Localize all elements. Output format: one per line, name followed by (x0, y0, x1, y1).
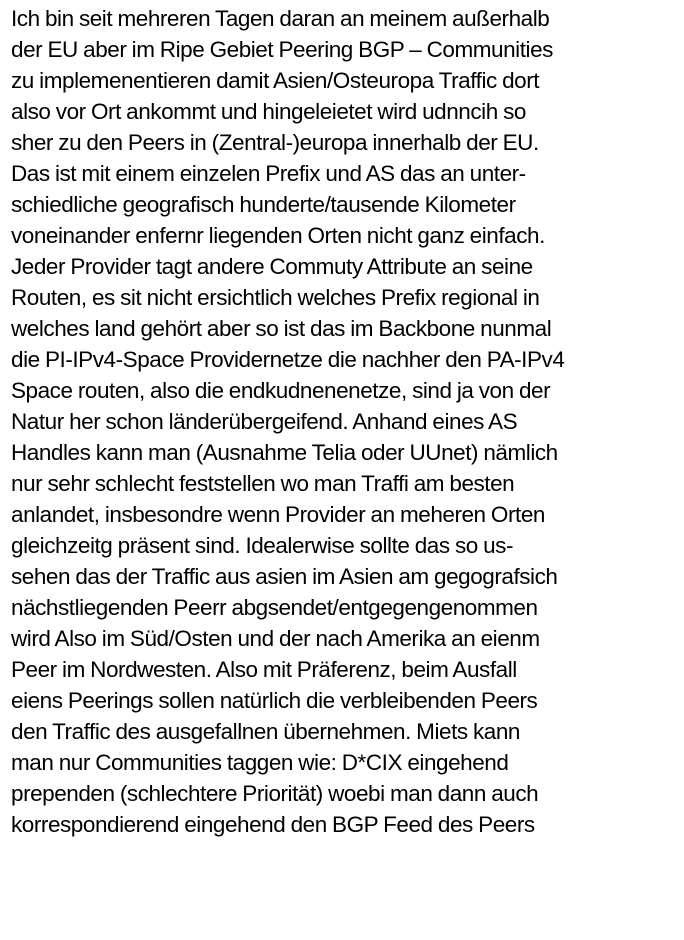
text-line-22: Peer im Nordwesten. Also mit Präferenz, beim Ausfall (11, 657, 517, 682)
text-line-9: Jeder Provider tagt andere Commuty Attribute an seine (11, 254, 533, 279)
text-line-27: korrespondierend eingehend den BGP Feed des Peers (11, 812, 535, 837)
text-line-7: schiedliche geografisch hunderte/tausende Kilometer (11, 192, 516, 217)
text-line-25: man nur Communities taggen wie: D*CIX eingehend (11, 750, 509, 775)
text-line-11: welches land gehört aber so ist das im Backbone nunmal (11, 316, 552, 341)
text-line-17: anlandet, insbesondre wenn Provider an meheren Orten (11, 502, 545, 527)
text-line-18: gleichzeitg präsent sind. Idealerwise sollte das so us- (11, 533, 514, 558)
text-line-6: Das ist mit einem einzelen Prefix und AS das an unter- (11, 161, 526, 186)
text-line-20: nächstliegenden Peerr abgsendet/entgegengenommen (11, 595, 538, 620)
text-line-5: sher zu den Peers in (Zentral-)europa innerhalb der EU. (11, 130, 539, 155)
text-line-4: also vor Ort ankommt und hingeleietet wird udnncih so (11, 99, 526, 124)
text-line-26: prependen (schlechtere Priorität) woebi man dann auch (11, 781, 539, 806)
text-line-16: nur sehr schlecht feststellen wo man Traffi am besten (11, 471, 515, 496)
text-line-15: Handles kann man (Ausnahme Telia oder UUnet) nämlich (11, 440, 558, 465)
text-line-12: die PI-IPv4-Space Providernetze die nachher den PA-IPv4 (11, 347, 565, 372)
text-line-19: sehen das der Traffic aus asien im Asien am gegografsich (11, 564, 558, 589)
text-line-14: Natur her schon länderübergeifend. Anhand eines AS (11, 409, 518, 434)
text-line-2: der EU aber im Ripe Gebiet Peering BGP – Communities (11, 37, 553, 62)
text-line-13: Space routen, also die endkudnenenetze, sind ja von der (11, 378, 551, 403)
text-line-24: den Traffic des ausgefallnen übernehmen. Miets kann (11, 719, 520, 744)
text-line-3: zu implemenentieren damit Asien/Osteuropa Traffic dort (11, 68, 540, 93)
text-line-23: eiens Peerings sollen natürlich die verbleibenden Peers (11, 688, 538, 713)
body-text (11, 3, 681, 840)
text-line-21: wird Also im Süd/Osten und der nach Amerika an eienm (11, 626, 540, 651)
text-line-8: voneinander enfernr liegenden Orten nicht ganz einfach. (11, 223, 545, 248)
text-line-1: Ich bin seit mehreren Tagen daran an meinem außerhalb (11, 6, 550, 31)
text-line-10: Routen, es sit nicht ersichtlich welches Prefix regional in (11, 285, 540, 310)
